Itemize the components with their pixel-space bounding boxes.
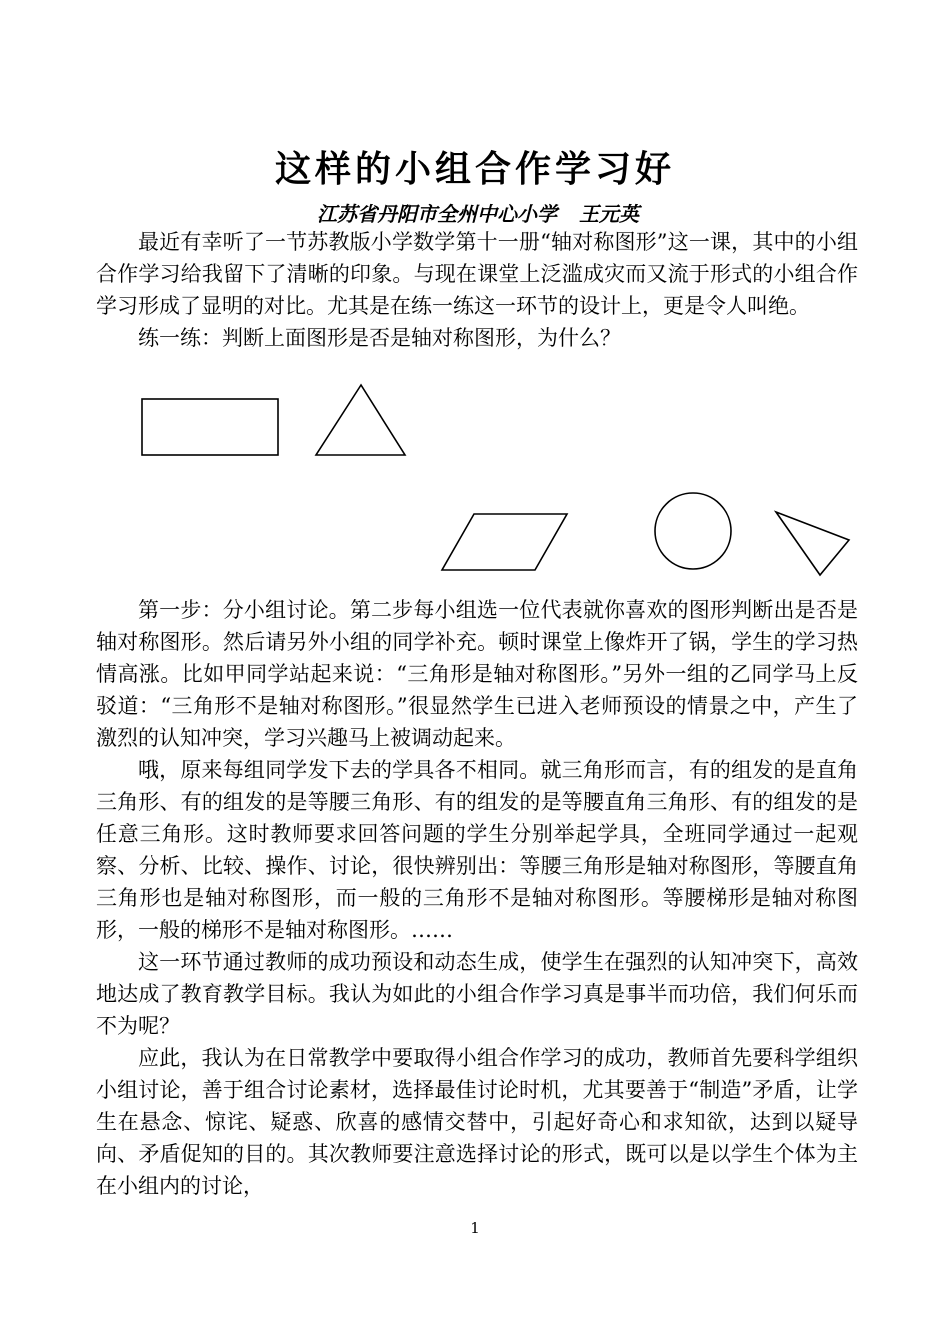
body-section [96,594,858,1202]
document-title: 这样的小组合作学习好 [274,149,675,190]
body-paragraph: 应此，我认为在日常教学中要取得小组合作学习的成功，教师首先要科学组织小组讨论，善于组合讨论素材，选择最佳讨论时机，尤其要善于“制造”矛盾，让学生在悬念、惊诧、疑惑、欣喜的感情交替中，引起好奇心和求知欲，达到以疑导向、矛盾促知的目的。其次教师要注意选择讨论的形式，既可以是以学生个体为主在小组内的讨论， [96,1046,858,1198]
circle-figure [655,493,731,569]
rectangle-figure [142,399,278,455]
intro-paragraph: 最近有幸听了一节苏教版小学数学第十一册“轴对称图形”这一课，其中的小组合作学习给我留下了清晰的印象。与现在课堂上泛滥成灾而又流于形式的小组合作学习形成了显明的对比。尤其是在练一练这一环节的设计上，更是令人叫绝。 [96,230,858,318]
body-paragraph: 这一环节通过教师的成功预设和动态生成，使学生在强烈的认知冲突下，高效地达成了教育教学目标。我认为如此的小组合作学习真是事半而功倍，我们何乐而不为呢？ [96,950,858,1038]
page-number: 1 [470,1219,480,1237]
author-affiliation: 江苏省丹阳市全州中心小学 [317,202,557,226]
exercise-prompt: 练一练：判断上面图形是否是轴对称图形，为什么？ [138,326,621,350]
body-paragraph: 第一步：分小组讨论。第二步每小组选一位代表就你喜欢的图形判断出是否是轴对称图形。然后请另外小组的同学补充。顿时课堂上像炸开了锅，学生的学习热情高涨。比如甲同学站起来说：“三角形是轴对称图形。”另外一组的乙同学马上反驳道：“三角形不是轴对称图形。”很显然学生已进入老师预设的情景之中，产生了激烈的认知冲突，学习兴趣马上被调动起来。 [96,598,858,750]
parallelogram-figure [442,514,567,570]
scalene-triangle-figure [776,512,849,575]
author-name: 王元英 [579,202,639,226]
equilateral-triangle-figure [316,385,405,455]
body-paragraph: 哦，原来每组同学发下去的学具各不相同。就三角形而言，有的组发的是直角三角形、有的组发的是等腰三角形、有的组发的是等腰直角三角形、有的组发的是任意三角形。这时教师要求回答问题的学生分别举起学具，全班同学通过一起观察、分析、比较、操作、讨论，很快辨别出：等腰三角形是轴对称图形，等腰直角三角形也是轴对称图形，而一般的三角形不是轴对称图形。等腰梯形是轴对称图形，一般的梯形不是轴对称图形。…… [96,758,858,942]
